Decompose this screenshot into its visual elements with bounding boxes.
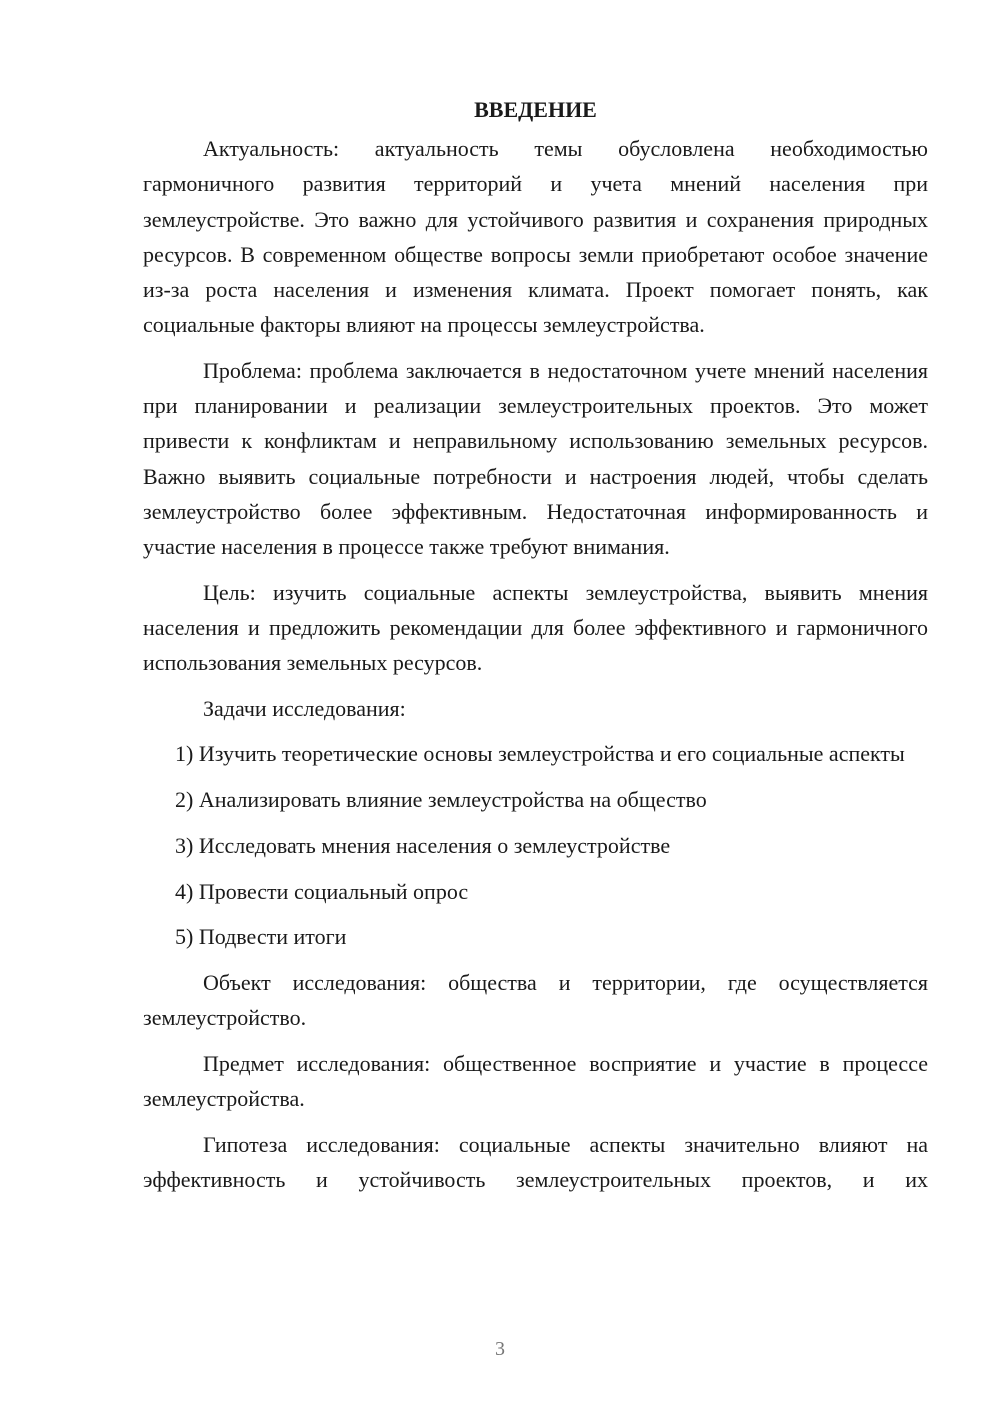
object-paragraph: Объект исследования: общества и территории, где осуществляется землеустройство. <box>143 969 928 1031</box>
list-item: 2) Анализировать влияние землеустройства на общество <box>175 787 707 813</box>
tasks-heading: Задачи исследования: <box>203 695 406 721</box>
hypothesis-paragraph: Гипотеза исследования: социальные аспекты значительно влияют на эффективность и устойчивость землеустроительных проектов, и их <box>143 1131 928 1192</box>
list-item: 1) Изучить теоретические основы землеустройства и его социальные аспекты <box>175 741 905 767</box>
tasks-list <box>143 736 928 954</box>
page-number: 3 <box>495 1338 505 1360</box>
section-title: ВВЕДЕНИЕ <box>474 97 597 122</box>
problem-paragraph: Проблема: проблема заключается в недостаточном учете мнений населения при планировании и реализации землеустроительных проектов. Это может привести к конфликтам и неправильному использованию земельных ресурсов. Важно выявить социальные потребности и настроения людей, чтобы сделать землеустройство более эффективным. Недостаточная информированность и участие населения в процессе также требуют внимания. <box>143 357 928 559</box>
list-item: 5) Подвести итоги <box>175 924 347 950</box>
subject-paragraph: Предмет исследования: общественное восприятие и участие в процессе землеустройства. <box>143 1050 928 1112</box>
list-item: 4) Провести социальный опрос <box>175 878 469 904</box>
relevance-paragraph: Актуальность: актуальность темы обусловлена необходимостью гармоничного развития территорий и учета мнений населения при землеустройстве. Это важно для устойчивого развития и сохранения природных ресурсов. В современном обществе вопросы земли приобретают особое значение из-за роста населения и изменения климата. Проект помогает понять, как социальные факторы влияют на процессы землеустройства. <box>143 136 928 338</box>
list-item: 3) Исследовать мнения населения о землеустройстве <box>175 832 671 858</box>
goal-paragraph: Цель: изучить социальные аспекты землеустройства, выявить мнения населения и предложить рекомендации для более эффективного и гармоничного использования земельных ресурсов. <box>143 579 928 676</box>
document-page <box>143 92 928 1208</box>
